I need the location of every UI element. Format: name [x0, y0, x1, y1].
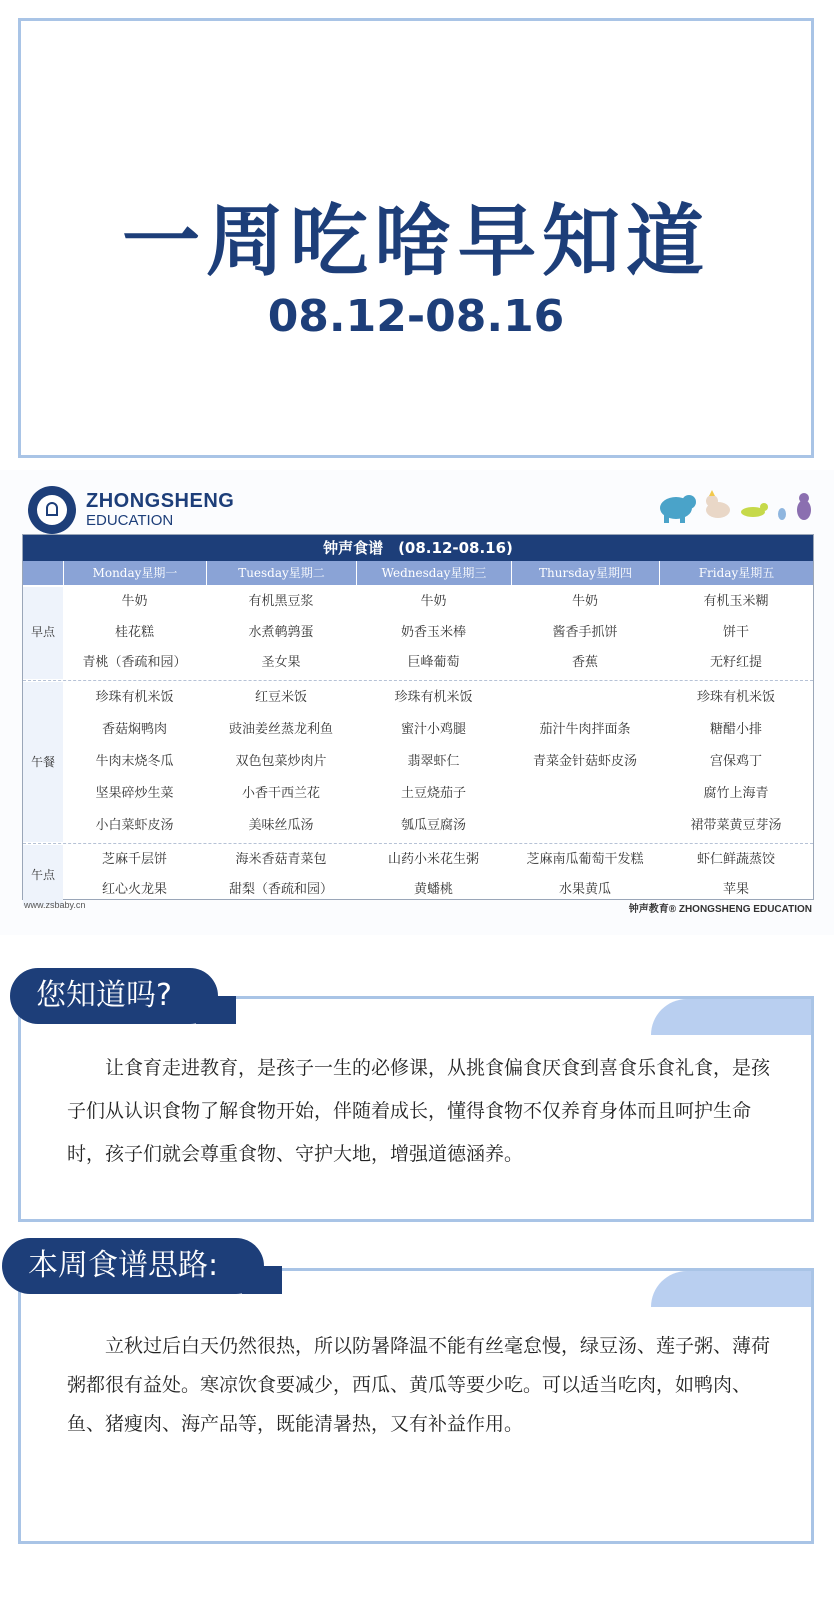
menu-cell: 圣女果 — [261, 655, 301, 670]
menu-cell: 小香干西兰花 — [241, 785, 320, 801]
header-monday: Monday星期一 — [63, 561, 206, 585]
meal-divider — [23, 680, 813, 681]
menu-cell: 无籽红提 — [709, 655, 762, 670]
meal-divider — [23, 843, 813, 844]
corner-decoration — [651, 999, 811, 1035]
menu-cell: 牛肉末烧冬瓜 — [95, 753, 174, 769]
menu-cell: 水果黄瓜 — [558, 882, 611, 897]
menu-cell: 芝麻千层饼 — [101, 851, 167, 867]
header-wednesday: Wednesday星期三 — [356, 561, 511, 585]
header-thursday: Thursday星期四 — [511, 561, 659, 585]
menu-cell: 虾仁鲜蔬蒸饺 — [696, 851, 775, 867]
menu-cell: 小白菜虾皮汤 — [95, 817, 174, 833]
did-you-know-section — [18, 996, 814, 1222]
header-tuesday: Tuesday星期二 — [206, 561, 356, 585]
menu-cell: 翡翠虾仁 — [407, 753, 460, 769]
header-corner — [23, 561, 63, 585]
menu-cell: 有机玉米糊 — [703, 594, 769, 609]
hero-date-range: 08.12-08.16 — [267, 291, 565, 342]
table-row — [63, 587, 813, 618]
menu-cell: 双色包菜炒肉片 — [235, 753, 327, 769]
menu-cell: 黄蟠桃 — [413, 882, 453, 897]
menu-cell: 红心火龙果 — [101, 882, 167, 897]
menu-cell: 甜梨（香疏和园） — [228, 882, 333, 897]
menu-cell: 蜜汁小鸡腿 — [400, 721, 466, 737]
menu-cell: 裙带菜黄豆芽汤 — [690, 817, 782, 833]
menu-ideas-text: 立秋过后白天仍然很热，所以防暑降温不能有丝毫怠慢，绿豆汤、莲子粥、薄荷粥都很有益处。寒凉饮食要减少，西瓜、黄瓜等要少吃。可以适当吃肉，如鸭肉、鱼、猪瘦肉、海产品等，既能清暑热，又有补益作用。 — [67, 1335, 771, 1435]
menu-cell: 珍珠有机米饭 — [95, 689, 174, 705]
animal-decoration-icon — [656, 488, 816, 524]
menu-cell: 美味丝瓜汤 — [248, 817, 314, 833]
menu-cell: 苹果 — [722, 882, 749, 897]
menu-table — [22, 534, 814, 900]
menu-cell: 牛奶 — [571, 594, 598, 609]
website-url: www.zsbaby.cn — [24, 900, 86, 910]
hero-title: 一周吃啥早知道 — [121, 197, 710, 287]
menu-cell: 珍珠有机米饭 — [696, 689, 775, 705]
table-row — [63, 618, 813, 649]
menu-cell: 腐竹上海青 — [703, 785, 769, 801]
menu-cell: 豉油姜丝蒸龙利鱼 — [228, 721, 333, 737]
meal-label: 午点 — [23, 845, 63, 906]
menu-cell: 饼干 — [722, 624, 749, 640]
menu-cell: 珍珠有机米饭 — [394, 689, 473, 705]
menu-cell: 奶香玉米棒 — [400, 624, 466, 640]
menu-ideas-section — [18, 1268, 814, 1544]
menu-cell: 酱香手抓饼 — [552, 624, 618, 640]
menu-cell: 山药小米花生粥 — [387, 851, 479, 867]
menu-cell: 芝麻南瓜葡萄干发糕 — [526, 851, 644, 867]
menu-cell: 有机黑豆浆 — [248, 594, 314, 609]
hero-card — [18, 18, 814, 458]
menu-cell: 巨峰葡萄 — [407, 655, 460, 670]
menu-cell: 香蕉 — [571, 655, 598, 670]
brand-sub: EDUCATION — [86, 512, 174, 529]
corner-decoration — [651, 1271, 811, 1307]
header-friday: Friday星期五 — [659, 561, 813, 585]
brand-name: ZHONGSHENG — [86, 490, 235, 512]
menu-cell: 海米香菇青菜包 — [235, 851, 327, 867]
table-row — [63, 714, 813, 746]
table-row — [63, 845, 813, 876]
menu-cell: 青菜金针菇虾皮汤 — [532, 753, 637, 769]
meal-label: 早点 — [23, 587, 63, 679]
menu-table-header — [23, 561, 813, 585]
did-you-know-title: 您知道吗? — [10, 968, 218, 1024]
menu-cell: 瓠瓜豆腐汤 — [400, 817, 466, 833]
table-row — [63, 810, 813, 842]
menu-table-title: 钟声食谱 (08.12-08.16) — [23, 535, 813, 561]
menu-cell: 糖醋小排 — [709, 721, 762, 737]
meal-label: 午餐 — [23, 682, 63, 842]
school-logo-icon — [28, 486, 76, 534]
table-row — [63, 746, 813, 778]
menu-cell: 土豆烧茄子 — [400, 785, 466, 801]
weekly-menu — [0, 470, 834, 935]
menu-cell: 牛奶 — [420, 594, 447, 609]
table-row — [63, 648, 813, 679]
menu-cell: 香菇焖鸭肉 — [101, 721, 167, 737]
menu-cell: 水煮鹌鹑蛋 — [248, 624, 314, 640]
menu-cell: 坚果碎炒生菜 — [95, 785, 174, 801]
menu-ideas-title: 本周食谱思路: — [2, 1238, 264, 1294]
menu-cell: 牛奶 — [121, 594, 148, 609]
menu-cell: 青桃（香疏和园） — [82, 655, 187, 670]
footer-brand: 钟声教育® ZHONGSHENG EDUCATION — [628, 904, 812, 915]
menu-cell: 茄汁牛肉拌面条 — [539, 721, 631, 737]
menu-cell: 宫保鸡丁 — [709, 753, 762, 769]
table-row — [63, 682, 813, 714]
menu-table-body — [23, 585, 813, 901]
menu-cell: 红豆米饭 — [254, 689, 307, 705]
menu-cell: 桂花糕 — [114, 624, 154, 640]
did-you-know-text: 让食育走进教育，是孩子一生的必修课，从挑食偏食厌食到喜食乐食礼食，是孩子们从认识食物了解食物开始，伴随着成长，懂得食物不仅养育身体而且呵护生命时，孩子们就会尊重食物、守护大地，增强道德涵养。 — [67, 1057, 771, 1165]
table-row — [63, 778, 813, 810]
